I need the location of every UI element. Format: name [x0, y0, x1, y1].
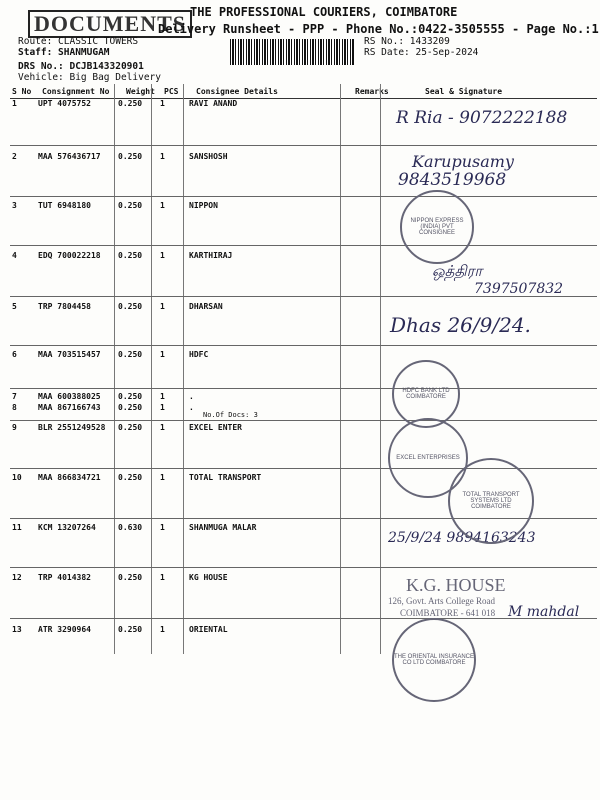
hdfc-seal: HDFC BANK LTD COIMBATORE: [392, 360, 460, 428]
col-remarks: Remarks: [353, 84, 405, 99]
signature-row2-name: Karupusamy: [412, 152, 514, 171]
runsheet-table: [10, 84, 597, 99]
barcode: [230, 39, 354, 65]
cell-consignee: KG HOUSE: [189, 573, 228, 582]
runsheet-subtitle: Delivery Runsheet - PPP - Phone No.:0422-3505555 - Page No.:1: [158, 22, 599, 36]
cell-pcs: 1: [160, 423, 165, 432]
cell-pcs: 1: [160, 152, 165, 161]
row-divider: [10, 145, 597, 146]
col-weight: Weight: [124, 84, 162, 99]
row-divider: [10, 420, 597, 421]
cell-pcs: 1: [160, 625, 165, 634]
cell-consignment: MAA 703515457: [38, 350, 101, 359]
cell-sno: 6: [12, 350, 17, 359]
cell-weight: 0.250: [118, 423, 143, 432]
cell-pcs: 1: [160, 350, 165, 359]
cell-consignee: SANSHOSH: [189, 152, 228, 161]
no-of-docs: No.Of Docs: 3: [203, 411, 258, 419]
cell-pcs: 1: [160, 392, 165, 401]
cell-sno: 11: [12, 523, 22, 532]
col-pcs: PCS: [162, 84, 194, 99]
column-divider: [151, 84, 152, 654]
company-title: THE PROFESSIONAL COURIERS, COIMBATORE: [190, 5, 458, 19]
cell-consignment: ATR 3290964: [38, 625, 91, 634]
cell-consignee: DHARSAN: [189, 302, 223, 311]
signature-row4-phone: 7397507832: [474, 281, 564, 297]
signature-row2-phone: 9843519968: [398, 170, 507, 190]
cell-consignee: TOTAL TRANSPORT: [189, 473, 262, 482]
documents-stamp: DOCUMENTS: [28, 10, 192, 38]
kg-house-stamp-name: K.G. HOUSE: [406, 575, 506, 595]
cell-weight: 0.250: [118, 152, 143, 161]
cell-weight: 0.250: [118, 350, 143, 359]
cell-sno: 1: [12, 99, 17, 108]
row-divider: [10, 388, 597, 389]
staff-label: Staff: SHANMUGAM: [18, 47, 110, 58]
cell-consignee: RAVI ANAND: [189, 99, 238, 108]
kg-house-stamp-address: 126, Govt. Arts College Road: [388, 596, 495, 606]
cell-weight: 0.250: [118, 392, 143, 401]
cell-sno: 8: [12, 403, 17, 412]
cell-pcs: 1: [160, 473, 165, 482]
cell-sno: 12: [12, 573, 22, 582]
cell-sno: 7: [12, 392, 17, 401]
signature-row1: R Ria - 9072222188: [396, 108, 568, 128]
cell-sno: 13: [12, 625, 22, 634]
signature-row4-name: ஒத்திரா: [432, 262, 483, 280]
cell-weight: 0.250: [118, 251, 143, 260]
rs-number: RS No.: 1433209: [364, 36, 450, 47]
oriental-seal: THE ORIENTAL INSURANCE CO LTD COIMBATORE: [392, 618, 476, 702]
row-divider: [10, 196, 597, 197]
column-divider: [340, 84, 341, 654]
cell-consignment: UPT 4075752: [38, 99, 91, 108]
signature-row12: M mahdal: [508, 604, 580, 620]
col-seal-signature: Seal & Signature: [405, 84, 597, 99]
cell-sno: 4: [12, 251, 17, 260]
cell-consignee: NIPPON: [189, 201, 218, 210]
cell-consignment: KCM 13207264: [38, 523, 96, 532]
cell-consignee: ORIENTAL: [189, 625, 228, 634]
table-header-row: [10, 84, 597, 99]
row-divider: [10, 567, 597, 568]
route-label: Route: CLASSIC TOWERS: [18, 36, 139, 47]
total-transport-seal: TOTAL TRANSPORT SYSTEMS LTD COIMBATORE: [448, 458, 534, 544]
cell-consignment: BLR 2551249528: [38, 423, 106, 432]
column-divider: [114, 84, 115, 654]
col-consignee: Consignee Details: [194, 84, 353, 99]
cell-consignment: TUT 6948180: [38, 201, 91, 210]
excel-seal: EXCEL ENTERPRISES: [388, 418, 468, 498]
cell-consignee: .: [189, 403, 194, 412]
cell-pcs: 1: [160, 251, 165, 260]
cell-consignment: MAA 576436717: [38, 152, 101, 161]
signature-row5: Dhas 26/9/24.: [390, 313, 531, 337]
cell-consignee: KARTHIRAJ: [189, 251, 233, 260]
cell-consignment: EDQ 700022218: [38, 251, 101, 260]
cell-pcs: 1: [160, 523, 165, 532]
cell-weight: 0.250: [118, 403, 143, 412]
cell-consignee: HDFC: [189, 350, 209, 359]
column-divider: [380, 84, 381, 654]
cell-pcs: 1: [160, 302, 165, 311]
cell-sno: 5: [12, 302, 17, 311]
cell-weight: 0.250: [118, 473, 143, 482]
cell-consignee: .: [189, 392, 194, 401]
cell-weight: 0.250: [118, 302, 143, 311]
nippon-seal: NIPPON EXPRESS (INDIA) PVT CONSIGNEE: [400, 190, 474, 264]
cell-sno: 3: [12, 201, 17, 210]
cell-weight: 0.250: [118, 625, 143, 634]
cell-pcs: 1: [160, 99, 165, 108]
cell-consignment: MAA 600388025: [38, 392, 101, 401]
cell-weight: 0.630: [118, 523, 143, 532]
cell-pcs: 1: [160, 201, 165, 210]
cell-weight: 0.250: [118, 99, 143, 108]
col-sno: S No: [10, 84, 40, 99]
cell-consignee: SHANMUGA MALAR: [189, 523, 257, 532]
cell-sno: 2: [12, 152, 17, 161]
rs-date: RS Date: 25-Sep-2024: [364, 47, 479, 58]
cell-consignee: EXCEL ENTER: [189, 423, 242, 432]
vehicle-label: Vehicle: Big Bag Delivery: [18, 72, 161, 83]
cell-sno: 9: [12, 423, 17, 432]
cell-sno: 10: [12, 473, 22, 482]
cell-consignment: TRP 4014382: [38, 573, 91, 582]
signature-row11: 25/9/24 9894163243: [388, 530, 536, 546]
column-divider: [183, 84, 184, 654]
row-divider: [10, 245, 597, 246]
cell-weight: 0.250: [118, 201, 143, 210]
cell-consignment: TRP 7804458: [38, 302, 91, 311]
drs-label: DRS No.: DCJB143320901: [18, 61, 144, 72]
cell-pcs: 1: [160, 403, 165, 412]
cell-consignment: MAA 867166743: [38, 403, 101, 412]
kg-house-stamp-city: COIMBATORE - 641 018: [400, 608, 496, 618]
row-divider: [10, 345, 597, 346]
cell-weight: 0.250: [118, 573, 143, 582]
col-consignment: Consignment No: [40, 84, 124, 99]
cell-consignment: MAA 866834721: [38, 473, 101, 482]
cell-pcs: 1: [160, 573, 165, 582]
